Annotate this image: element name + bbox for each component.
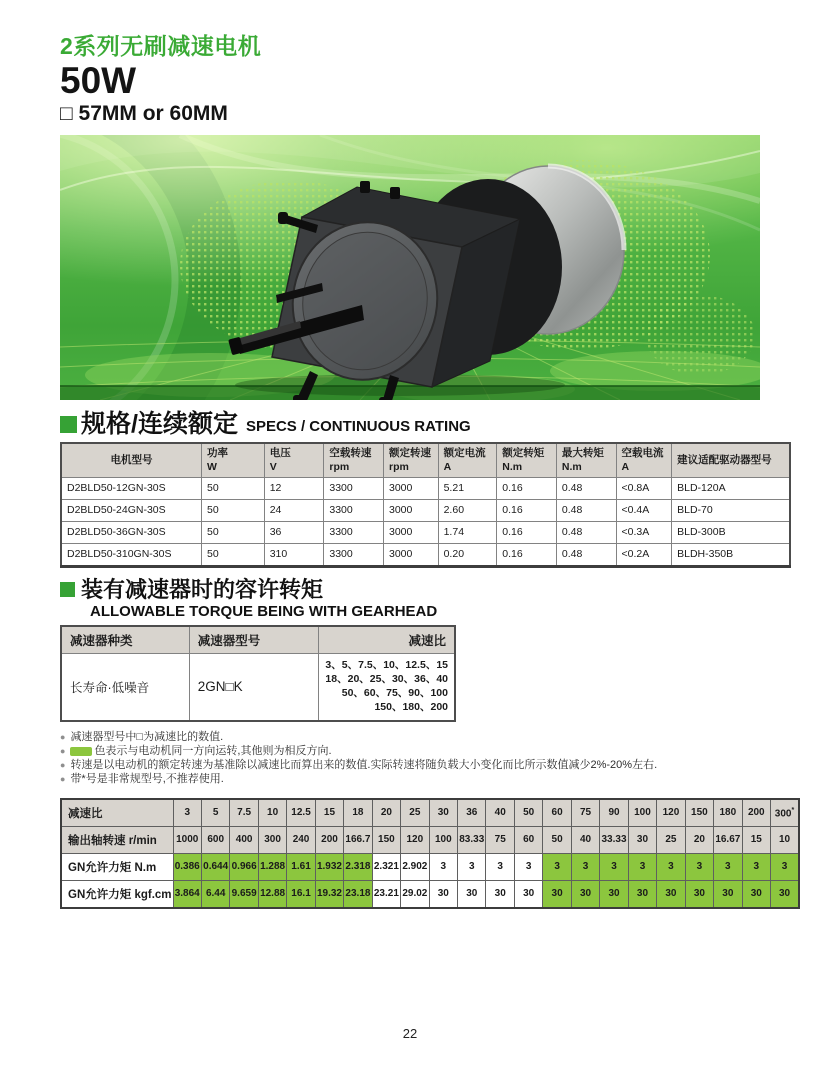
- value-cell: 30: [628, 880, 656, 908]
- value-cell: 3: [742, 853, 770, 880]
- value-cell: 200: [315, 826, 343, 853]
- specs-cell: 1.74: [438, 521, 497, 543]
- specs-cell: 310: [264, 543, 324, 566]
- output-speed-row: [61, 826, 799, 853]
- specs-data-row: [61, 499, 790, 521]
- value-cell: 75: [486, 826, 514, 853]
- gearhead-table: [60, 625, 456, 722]
- value-cell: 50: [543, 826, 571, 853]
- specs-col-header: 功率 W: [202, 443, 265, 478]
- value-cell: 40: [486, 799, 514, 827]
- value-cell: 2.321: [372, 853, 400, 880]
- value-cell: 2.902: [401, 853, 429, 880]
- specs-cell: 50: [202, 499, 265, 521]
- green-square-icon: [60, 416, 77, 433]
- value-cell: 20: [372, 799, 400, 827]
- value-cell: 3: [429, 853, 457, 880]
- asterisk-marker: *: [791, 806, 795, 814]
- specs-col-header: 额定转速 rpm: [384, 443, 439, 478]
- value-cell: 3: [458, 853, 486, 880]
- value-cell: 166.7: [344, 826, 372, 853]
- value-cell: 1000: [173, 826, 201, 853]
- specs-cell: 0.48: [556, 499, 616, 521]
- value-cell: 3: [685, 853, 713, 880]
- row-label-cell: GN允许力矩 N.m: [61, 853, 173, 880]
- value-cell: 3: [657, 853, 685, 880]
- value-cell: 60: [514, 826, 542, 853]
- value-cell: 3: [514, 853, 542, 880]
- ratio-line: 3、5、7.5、10、12.5、15: [325, 659, 448, 672]
- value-cell: 9.659: [230, 880, 258, 908]
- footnotes: [60, 731, 802, 786]
- value-cell: 400: [230, 826, 258, 853]
- value-cell: 25: [401, 799, 429, 827]
- value-cell: 6.44: [201, 880, 229, 908]
- specs-cell: 24: [264, 499, 324, 521]
- value-cell: 83.33: [458, 826, 486, 853]
- value-cell: 300: [258, 826, 286, 853]
- specs-data-row: [61, 543, 790, 566]
- specs-cell: D2BLD50-310GN-30S: [61, 543, 202, 566]
- gearhead-ratio-cell: [319, 653, 455, 721]
- section-specs-heading: [60, 409, 802, 438]
- torque-kgfcm-row: [61, 880, 799, 908]
- value-cell: 150: [685, 799, 713, 827]
- specs-cell: 3000: [384, 543, 439, 566]
- row-label-cell: GN允许力矩 kgf.cm: [61, 880, 173, 908]
- value-cell: 300*: [771, 799, 799, 827]
- specs-col-header: 电机型号: [61, 443, 202, 478]
- specs-cell: 50: [202, 521, 265, 543]
- value-cell: 30: [742, 880, 770, 908]
- title-block: [60, 28, 802, 126]
- value-cell: 100: [429, 826, 457, 853]
- value-cell: 16.67: [714, 826, 742, 853]
- ratio-line: 150、180、200: [374, 700, 448, 713]
- section-specs-title-en: SPECS / CONTINUOUS RATING: [245, 417, 471, 435]
- value-cell: 33.33: [600, 826, 628, 853]
- value-cell: 5: [201, 799, 229, 827]
- specs-cell: 50: [202, 477, 265, 499]
- specs-cell: 3000: [384, 499, 439, 521]
- value-cell: 23.18: [344, 880, 372, 908]
- torque-nm-row: [61, 853, 799, 880]
- specs-col-header: 空载电流 A: [616, 443, 672, 478]
- value-cell: 60: [543, 799, 571, 827]
- footnote: [60, 773, 802, 786]
- value-cell: 150: [372, 826, 400, 853]
- value-cell: 0.966: [230, 853, 258, 880]
- power-rating: 50W: [60, 60, 137, 101]
- value-cell: 7.5: [230, 799, 258, 827]
- value-cell: 30: [543, 880, 571, 908]
- gearhead-col-ratio: 减速比: [319, 626, 455, 654]
- specs-cell: 3000: [384, 477, 439, 499]
- value-cell: 240: [287, 826, 315, 853]
- green-swatch-icon: [70, 747, 92, 756]
- row-label-cell: 减速比: [61, 799, 173, 827]
- section-gearhead-heading: [60, 578, 802, 620]
- specs-cell: BLD-70: [672, 499, 790, 521]
- hero-image: [60, 135, 760, 400]
- footnote: [60, 731, 802, 744]
- specs-cell: D2BLD50-36GN-30S: [61, 521, 202, 543]
- specs-cell: BLD-120A: [672, 477, 790, 499]
- value-cell: 3: [543, 853, 571, 880]
- footnote-text: 转速是以电动机的额定转速为基准除以减速比而算出来的数值.实际转速将随负载大小变化而比所示数值减少2%-20%左右.: [70, 758, 658, 771]
- specs-cell: <0.8A: [616, 477, 672, 499]
- value-cell: 23.21: [372, 880, 400, 908]
- section-gearhead-title-zh: 装有减速器时的容许转矩: [81, 576, 324, 602]
- value-cell: 10: [258, 799, 286, 827]
- footnote-text: 带*号是非常规型号,不推荐使用.: [70, 772, 224, 785]
- value-cell: 30: [514, 880, 542, 908]
- value-cell: 0.644: [201, 853, 229, 880]
- value-cell: 75: [571, 799, 599, 827]
- specs-cell: 0.48: [556, 543, 616, 566]
- value-cell: 1.288: [258, 853, 286, 880]
- value-cell: 120: [657, 799, 685, 827]
- specs-cell: 0.16: [497, 521, 557, 543]
- bullet-icon: ●: [60, 774, 66, 784]
- page-number: 22: [402, 1026, 418, 1041]
- gearhead-col-type: 减速器种类: [61, 626, 189, 654]
- specs-col-header: 额定转矩 N.m: [497, 443, 557, 478]
- motor-photo-illustration: [60, 135, 760, 400]
- specs-cell: <0.3A: [616, 521, 672, 543]
- value-cell: 3.864: [173, 880, 201, 908]
- series-title: 2系列无刷减速电机: [60, 33, 262, 59]
- specs-col-header: 电压 V: [264, 443, 324, 478]
- value-cell: 10: [771, 826, 799, 853]
- footnote: [60, 759, 802, 772]
- value-cell: 2.318: [344, 853, 372, 880]
- specs-cell: 3300: [324, 499, 384, 521]
- specs-cell: 36: [264, 521, 324, 543]
- footnote-text: 减速器型号中□为减速比的数值.: [70, 730, 224, 743]
- specs-cell: 0.16: [497, 543, 557, 566]
- value-cell: 30: [714, 880, 742, 908]
- ratio-line: 18、20、25、30、36、40: [325, 673, 448, 686]
- value-cell: 200: [742, 799, 770, 827]
- value-cell: 3: [486, 853, 514, 880]
- value-cell: 12.5: [287, 799, 315, 827]
- specs-cell: <0.4A: [616, 499, 672, 521]
- value-cell: 180: [714, 799, 742, 827]
- specs-cell: 3300: [324, 521, 384, 543]
- value-cell: 30: [486, 880, 514, 908]
- value-cell: 29.02: [401, 880, 429, 908]
- value-cell: 15: [742, 826, 770, 853]
- specs-table-body: [61, 477, 790, 566]
- value-cell: 30: [657, 880, 685, 908]
- footnote: [60, 745, 802, 758]
- specs-cell: 3000: [384, 521, 439, 543]
- ratio-torque-table: [60, 798, 800, 909]
- specs-col-header: 建议适配驱动器型号: [672, 443, 790, 478]
- bullet-icon: ●: [60, 746, 66, 757]
- green-square-icon: [60, 582, 75, 597]
- specs-cell: 0.48: [556, 521, 616, 543]
- specs-cell: 2.60: [438, 499, 497, 521]
- value-cell: 30: [771, 880, 799, 908]
- value-cell: 1.932: [315, 853, 343, 880]
- gearhead-model-cell: 2GN□K: [189, 653, 319, 721]
- row-label-cell: 输出轴转速 r/min: [61, 826, 173, 853]
- specs-data-row: [61, 477, 790, 499]
- specs-data-row: [61, 521, 790, 543]
- specs-cell: 12: [264, 477, 324, 499]
- specs-col-header: 额定电流 A: [438, 443, 497, 478]
- value-cell: 18: [344, 799, 372, 827]
- value-cell: 16.1: [287, 880, 315, 908]
- value-cell: 30: [571, 880, 599, 908]
- specs-cell: 0.16: [497, 499, 557, 521]
- value-cell: 30: [600, 880, 628, 908]
- value-cell: 120: [401, 826, 429, 853]
- specs-header-row: [61, 443, 790, 478]
- value-cell: 50: [514, 799, 542, 827]
- value-cell: 3: [600, 853, 628, 880]
- value-cell: 90: [600, 799, 628, 827]
- value-cell: 30: [458, 880, 486, 908]
- value-cell: 100: [628, 799, 656, 827]
- value-cell: 1.61: [287, 853, 315, 880]
- specs-cell: 5.21: [438, 477, 497, 499]
- bullet-icon: ●: [60, 732, 66, 743]
- specs-col-header: 空载转速 rpm: [324, 443, 384, 478]
- value-cell: 3: [771, 853, 799, 880]
- value-cell: 12.88: [258, 880, 286, 908]
- footnote-text: 色表示与电动机同一方向运转,其他则为相反方向.: [94, 744, 332, 757]
- ratio-row: [61, 799, 799, 827]
- specs-table-header: [61, 443, 790, 478]
- gearhead-header-row: [61, 626, 455, 654]
- value-cell: 3: [173, 799, 201, 827]
- specs-cell: D2BLD50-12GN-30S: [61, 477, 202, 499]
- specs-cell: 50: [202, 543, 265, 566]
- specs-cell: 0.20: [438, 543, 497, 566]
- specs-cell: BLDH-350B: [672, 543, 790, 566]
- ratio-line: 50、60、75、90、100: [341, 686, 448, 699]
- gearhead-data-row: [61, 653, 455, 721]
- value-cell: 25: [657, 826, 685, 853]
- value-cell: 3: [571, 853, 599, 880]
- specs-cell: BLD-300B: [672, 521, 790, 543]
- gearhead-col-model: 减速器型号: [189, 626, 319, 654]
- value-cell: 15: [315, 799, 343, 827]
- value-cell: 3: [714, 853, 742, 880]
- specs-cell: 0.48: [556, 477, 616, 499]
- specs-cell: D2BLD50-24GN-30S: [61, 499, 202, 521]
- value-cell: 19.32: [315, 880, 343, 908]
- specs-cell: 3300: [324, 477, 384, 499]
- gearhead-type-cell: 长寿命·低噪音: [61, 653, 189, 721]
- specs-cell: 0.16: [497, 477, 557, 499]
- specs-cell: <0.2A: [616, 543, 672, 566]
- value-cell: 0.386: [173, 853, 201, 880]
- frame-size: □ 57MM or 60MM: [60, 101, 228, 125]
- value-cell: 20: [685, 826, 713, 853]
- value-cell: 40: [571, 826, 599, 853]
- value-cell: 30: [685, 880, 713, 908]
- value-cell: 600: [201, 826, 229, 853]
- value-cell: 36: [458, 799, 486, 827]
- bullet-icon: ●: [60, 760, 66, 771]
- value-cell: 30: [429, 880, 457, 908]
- value-cell: 30: [628, 826, 656, 853]
- section-gearhead-title-en: ALLOWABLE TORQUE BEING WITH GEARHEAD: [90, 602, 438, 620]
- specs-cell: 3300: [324, 543, 384, 566]
- specs-table: [60, 442, 791, 568]
- specs-col-header: 最大转矩 N.m: [556, 443, 616, 478]
- value-cell: 3: [628, 853, 656, 880]
- section-specs-title-zh: 规格/连续额定: [81, 409, 238, 438]
- value-cell: 30: [429, 799, 457, 827]
